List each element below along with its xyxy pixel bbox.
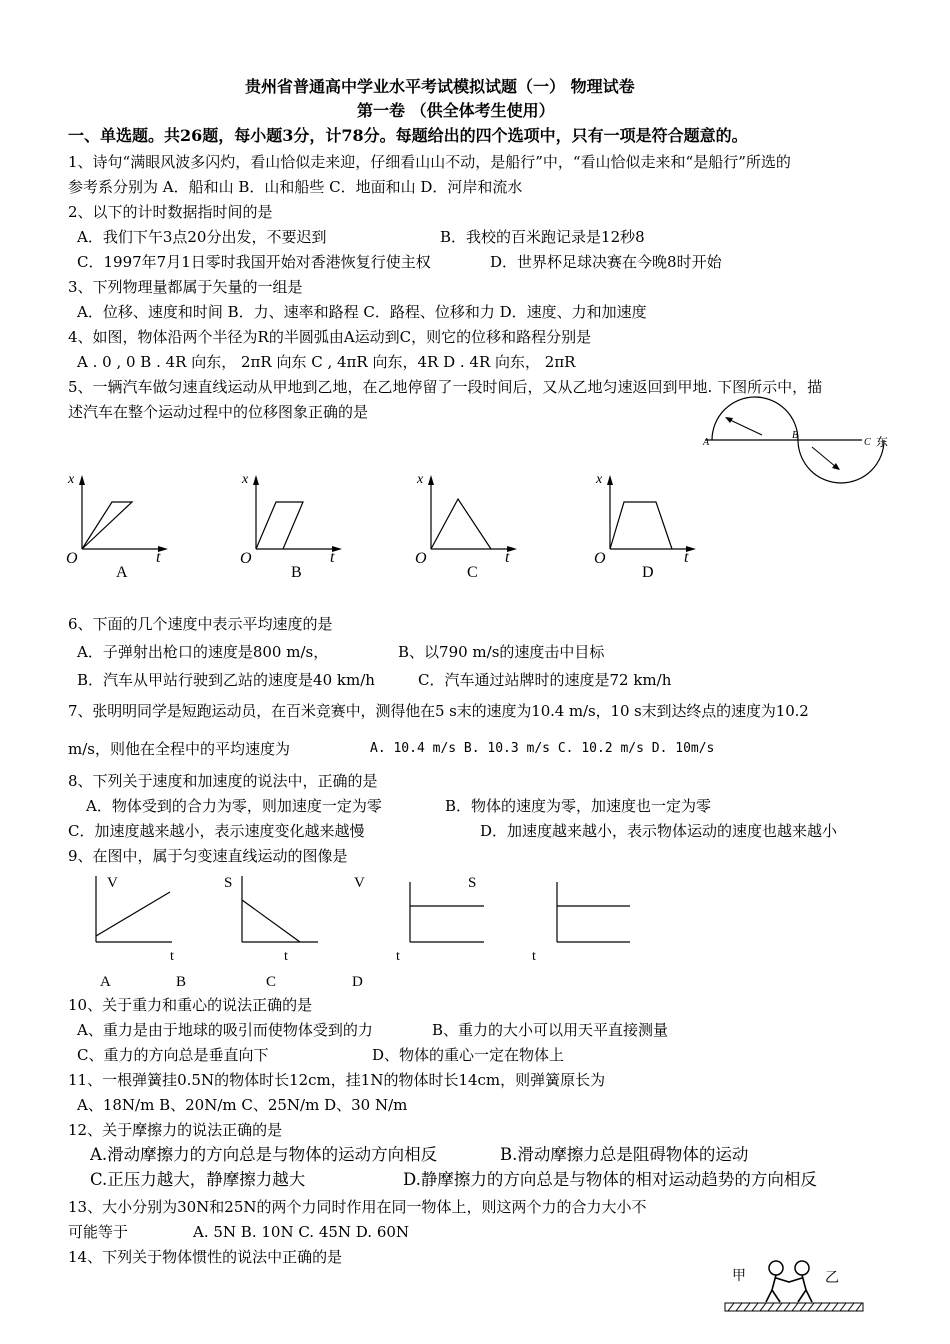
q11-stem: 11、一根弹簧挂0.5N的物体时长12cm，挂1N的物体时长14cm，则弹簧原长为: [68, 1071, 606, 1089]
q9c-label: C: [266, 974, 277, 990]
q9d-label: D: [352, 974, 363, 990]
q9b-label: B: [176, 974, 187, 990]
q5a-origin: O: [66, 550, 78, 567]
q2-stem: 2、以下的计时数据指时间的是: [68, 203, 273, 221]
q9d-axis-s: S: [468, 875, 477, 891]
exam-subtitle: 第一卷 （供全体考生使用）: [357, 101, 555, 120]
q1-line2: 参考系分别为 A．船和山 B．山和船些 C．地面和山 D．河岸和流水: [68, 178, 523, 196]
q14-label-yi: 乙: [825, 1271, 839, 1286]
q5-line1: 5、一辆汽车做匀速直线运动从甲地到乙地，在乙地停留了一段时间后，又从乙地匀速返回到甲地. 下图所示中，描: [68, 378, 823, 396]
q5b-origin: O: [240, 550, 252, 567]
q9c-axis-v: V: [354, 875, 365, 891]
q7-line1: 7、张明明同学是短跑运动员，在百米竞赛中，测得他在5 s末的速度为10.4 m/s，10 s末到达终点的速度为10.2: [68, 702, 809, 720]
q5d-axis-x: x: [596, 472, 603, 487]
q5d-origin: O: [594, 550, 606, 567]
q13-line2-stem: 可能等于: [68, 1223, 129, 1241]
q12-option-d: D.静摩擦力的方向总是与物体的相对运动趋势的方向相反: [403, 1170, 817, 1189]
q2-option-d: D．世界杯足球决赛在今晚8时开始: [490, 253, 722, 271]
q8-option-b: B．物体的速度为零，加速度也一定为零: [445, 797, 712, 815]
q5b-axis-x: x: [242, 472, 249, 487]
q7-line2-stem: m/s，则他在全程中的平均速度为: [68, 740, 290, 758]
arc-label-c: C: [864, 437, 871, 448]
q9-stem: 9、在图中，属于匀变速直线运动的图像是: [68, 847, 348, 865]
q5a-axis-t: t: [156, 549, 161, 566]
q9c-axis-t: t: [396, 949, 400, 964]
arc-label-a: A: [703, 437, 710, 448]
q2-option-c: C．1997年7月1日零时我国开始对香港恢复行使主权: [77, 253, 431, 271]
q13-options: A. 5N B. 10N C. 45N D. 60N: [193, 1223, 410, 1241]
q5-graph-b: [238, 467, 348, 582]
q8-option-a: A．物体受到的合力为零，则加速度一定为零: [86, 797, 382, 815]
q5-graph-a: [64, 467, 174, 582]
exam-title: 贵州省普通高中学业水平考试模拟试题（一） 物理试卷: [245, 77, 635, 96]
q7-options: A. 10.4 m/s B. 10.3 m/s C. 10.2 m/s D. 10m/s: [370, 741, 715, 756]
q12-option-c: C.正压力越大，静摩擦力越大: [90, 1170, 306, 1189]
q14-people-figure: [722, 1256, 867, 1322]
q5c-axis-t: t: [505, 549, 510, 566]
q9b-axis-t: t: [284, 949, 288, 964]
q4-stem: 4、如图，物体沿两个半径为R的半圆弧由A运动到C，则它的位移和路程分别是: [68, 328, 592, 346]
q12-option-b: B.滑动摩擦力总是阻碍物体的运动: [500, 1145, 749, 1164]
q8-option-c: C．加速度越来越小，表示速度变化越来越慢: [68, 822, 365, 840]
q5b-axis-t: t: [330, 549, 335, 566]
q5a-label: A: [116, 564, 128, 581]
q9-graphs: [60, 868, 680, 993]
arc-label-east: 东: [876, 435, 889, 449]
q10-option-d: D、物体的重心一定在物体上: [372, 1046, 565, 1064]
q1-line1: 1、诗句“满眼风波多闪灼，看山恰似走来迎，仔细看山山不动，是船行”中，“看山恰似走来和“是船行”所选的: [68, 153, 791, 171]
q9a-axis-t: t: [170, 949, 174, 964]
q5d-axis-t: t: [684, 549, 689, 566]
q14-stem: 14、下列关于物体惯性的说法中正确的是: [68, 1248, 343, 1266]
q10-stem: 10、关于重力和重心的说法正确的是: [68, 996, 313, 1014]
q5-line2: 述汽车在整个运动过程中的位移图象正确的是: [68, 403, 369, 421]
q6-option-a: A．子弹射出枪口的速度是800 m/s，: [77, 643, 329, 661]
q5d-label: D: [642, 564, 654, 581]
q4-options: A . 0 , 0 B . 4R 向东， 2πR 向东 C , 4πR 向东，4R D . 4R 向东， 2πR: [77, 353, 576, 371]
q9b-axis-s: S: [224, 875, 233, 891]
q9a-axis-v: V: [107, 875, 118, 891]
q9d-axis-t: t: [532, 949, 536, 964]
q10-option-c: C、重力的方向总是垂直向下: [77, 1046, 269, 1064]
q11-options: A、18N/m B、20N/m C、25N/m D、30 N/m: [77, 1096, 408, 1114]
q6-stem: 6、下面的几个速度中表示平均速度的是: [68, 615, 333, 633]
q5-graph-c: [413, 467, 523, 582]
q14-label-jia: 甲: [732, 1269, 746, 1284]
q2-option-b: B．我校的百米跑记录是12秒8: [440, 228, 645, 246]
q5-graph-d: [592, 467, 702, 582]
q12-stem: 12、关于摩擦力的说法正确的是: [68, 1121, 283, 1139]
section-heading: 一、单选题。共26题，每小题3分，计78分。每题给出的四个选项中，只有一项是符合题意的。: [68, 126, 748, 145]
arc-label-b: B: [792, 430, 799, 441]
q8-stem: 8、下列关于速度和加速度的说法中，正确的是: [68, 772, 378, 790]
q6-option-c: B．汽车从甲站行驶到乙站的速度是40 km/h: [77, 671, 375, 689]
q5a-axis-x: x: [68, 472, 75, 487]
q12-option-a: A.滑动摩擦力的方向总是与物体的运动方向相反: [90, 1145, 438, 1164]
q5c-axis-x: x: [417, 472, 424, 487]
q10-option-b: B、重力的大小可以用天平直接测量: [432, 1021, 669, 1039]
q2-option-a: A．我们下午3点20分出发，不要迟到: [77, 228, 327, 246]
q8-option-d: D．加速度越来越小，表示物体运动的速度也越来越小: [480, 822, 838, 840]
q6-option-d: C．汽车通过站牌时的速度是72 km/h: [418, 671, 672, 689]
q3-stem: 3、下列物理量都属于矢量的一组是: [68, 278, 303, 296]
q13-line1: 13、大小分别为30N和25N的两个力同时作用在同一物体上，则这两个力的合力大小不: [68, 1198, 647, 1216]
q3-options: A．位移、速度和时间 B．力、速率和路程 C．路程、位移和力 D．速度、力和加速度: [77, 303, 647, 321]
q6-option-b: B、以790 m/s的速度击中目标: [398, 643, 605, 661]
q9a-label: A: [100, 974, 111, 990]
q5c-label: C: [467, 564, 478, 581]
semicircle-path-figure: [700, 405, 900, 495]
q5b-label: B: [291, 564, 302, 581]
q5c-origin: O: [415, 550, 427, 567]
q10-option-a: A、重力是由于地球的吸引而使物体受到的力: [77, 1021, 373, 1039]
